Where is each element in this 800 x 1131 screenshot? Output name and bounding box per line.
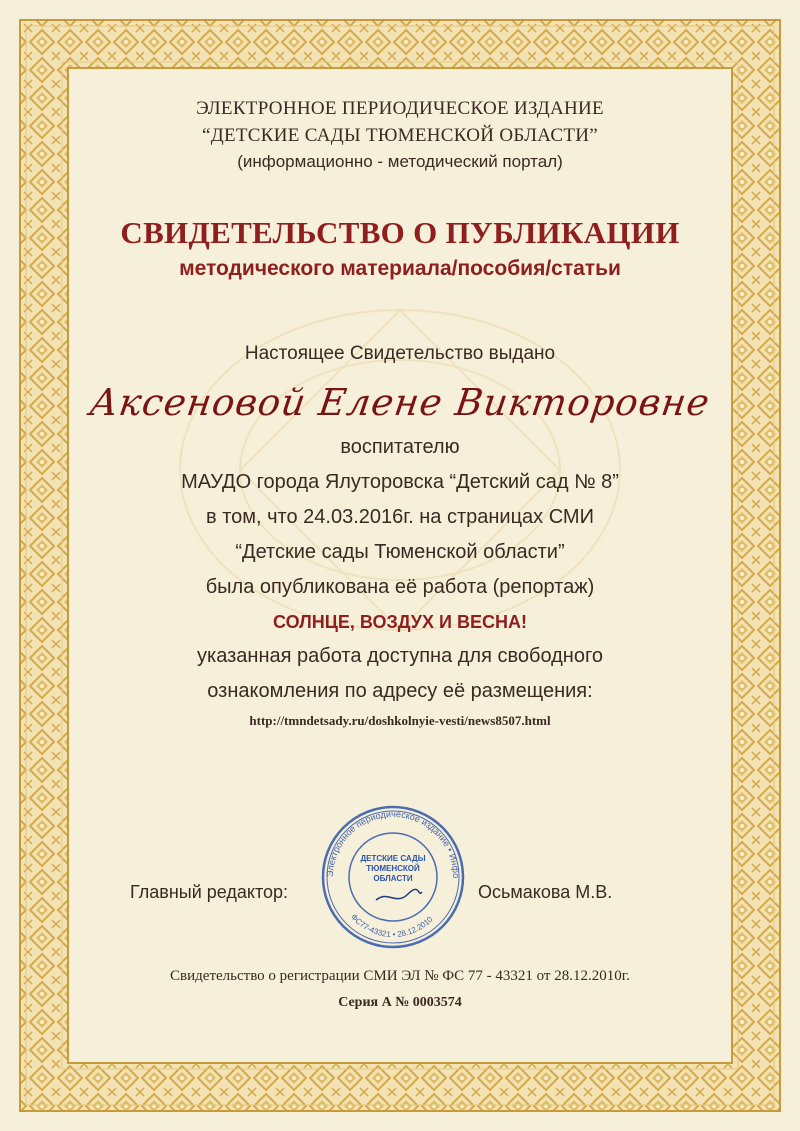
stamp-center-line-2: ТЮМЕНСКОЙ: [366, 864, 420, 873]
access-line-2: ознакомления по адресу её размещения:: [207, 680, 593, 702]
recipient-position: воспитателю: [340, 436, 460, 458]
certificate-title: СВИДЕТЕЛЬСТВО О ПУБЛИКАЦИИ: [120, 215, 680, 250]
official-stamp: [318, 802, 468, 952]
series-number: Серия А № 0003574: [338, 995, 462, 1010]
recipient-name: Аксеновой Елене Викторовне: [87, 381, 713, 424]
publication-date-line: в том, что 24.03.2016г. на страницах СМИ: [206, 506, 594, 528]
publication-url[interactable]: http://tmndetsady.ru/doshkolnyie-vesti/news8507.html: [249, 713, 551, 728]
publisher-line-1: ЭЛЕКТРОННОЕ ПЕРИОДИЧЕСКОЕ ИЗДАНИЕ: [196, 98, 604, 119]
issued-to-label: Настоящее Свидетельство выдано: [244, 343, 556, 364]
editor-name: Осьмакова М.В.: [478, 882, 613, 902]
certificate-subtitle: методического материала/пособия/статьи: [179, 257, 621, 280]
certificate-content: [75, 95, 725, 729]
stamp-center-line-1: ДЕТСКИЕ САДЫ: [360, 854, 426, 863]
signature-scribble: [376, 889, 422, 900]
editor-label: Главный редактор:: [130, 882, 289, 902]
recipient-organization: МАУДО города Ялуторовска “Детский сад № 8”: [181, 471, 619, 493]
registration-info: Свидетельство о регистрации СМИ ЭЛ № ФС 77 - 43321 от 28.12.2010г.: [170, 968, 630, 984]
media-name: “Детские сады Тюменской области”: [235, 541, 565, 563]
stamp-center-line-3: ОБЛАСТИ: [373, 874, 413, 883]
stamp-outer-text: Электронное периодическое издание • Инфо: [324, 808, 462, 879]
published-line: была опубликована её работа (репортаж): [205, 576, 595, 598]
publisher-line-2: “ДЕТСКИЕ САДЫ ТЮМЕНСКОЙ ОБЛАСТИ”: [201, 125, 599, 146]
work-title: СОЛНЦЕ, ВОЗДУХ И ВЕСНА!: [273, 612, 527, 632]
stamp-bottom-text: ФС77-43321 • 28.12.2010: [349, 912, 435, 939]
access-line-1: указанная работа доступна для свободного: [197, 645, 603, 667]
publisher-subtitle: (информационно - методический портал): [237, 152, 563, 171]
